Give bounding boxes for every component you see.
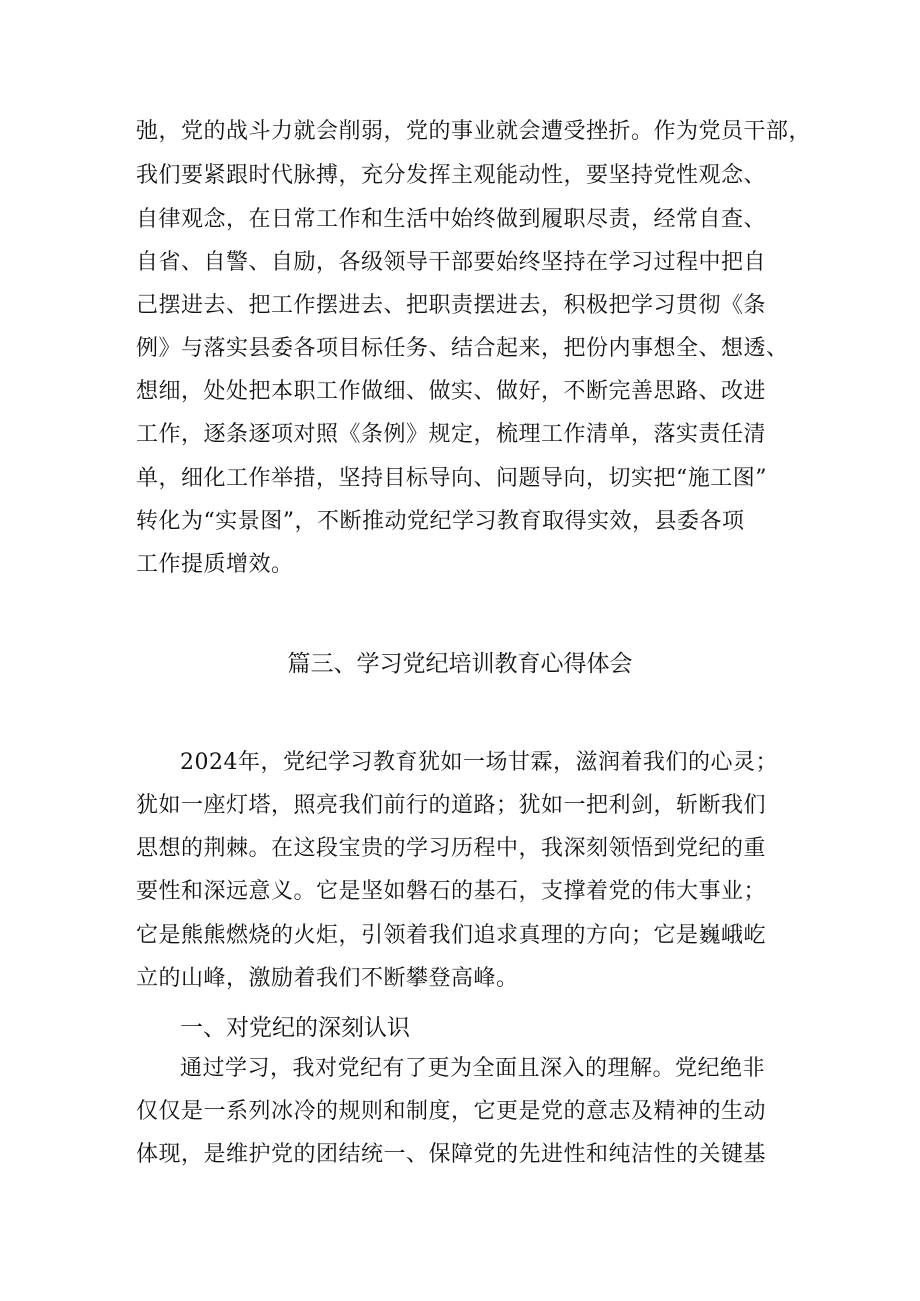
paragraph-1-line: 例》与落实县委各项目标任务、结合起来，把份内事想全、想透、 bbox=[136, 336, 789, 361]
paragraph-1-line: 弛，党的战斗力就会削弱，党的事业就会遭受挫折。作为党员干部， bbox=[136, 119, 812, 144]
section-title: 篇三、学习党纪培训教育心得体会 bbox=[287, 651, 633, 677]
paragraph-2-line: 思想的荆棘。在这段宝贵的学习历程中，我深刻领悟到党纪的重 bbox=[136, 836, 767, 861]
paragraph-2-line: 它是熊熊燃烧的火炬，引领着我们追求真理的方向；它是巍峨屹 bbox=[136, 923, 767, 948]
subsection-title: 一、对党纪的深刻认识 bbox=[180, 1015, 410, 1041]
paragraph-1-line: 想细，处处把本职工作做细、做实、做好，不断完善思路、改进 bbox=[136, 379, 767, 404]
paragraph-1-line: 己摆进去、把工作摆进去、把职责摆进去，积极把学习贯彻《条 bbox=[136, 293, 767, 318]
paragraph-1-line: 我们要紧跟时代脉搏，充分发挥主观能动性，要坚持党性观念、 bbox=[136, 163, 767, 188]
paragraph-3-line: 体现，是维护党的团结统一、保障党的先进性和纯洁性的关键基 bbox=[136, 1142, 767, 1167]
paragraph-1-line: 转化为“实景图”，不断推动党纪学习教育取得实效，县委各项 bbox=[136, 509, 745, 534]
paragraph-3-line: 仅仅是一系列冰冷的规则和制度，它更是党的意志及精神的生动 bbox=[136, 1099, 767, 1124]
paragraph-2-line: 要性和深远意义。它是坚如磐石的基石，支撑着党的伟大事业； bbox=[136, 879, 767, 904]
paragraph-1-line: 单，细化工作举措，坚持目标导向、问题导向，切实把“施工图” bbox=[136, 466, 767, 491]
paragraph-2-line: 立的山峰，激励着我们不断攀登高峰。 bbox=[136, 966, 519, 991]
paragraph-1-line: 工作提质增效。 bbox=[136, 552, 294, 577]
paragraph-2-line: 犹如一座灯塔，照亮我们前行的道路；犹如一把利剑，斩断我们 bbox=[136, 793, 767, 818]
paragraph-1-line: 自律观念，在日常工作和生活中始终做到履职尽责，经常自查、 bbox=[136, 207, 767, 232]
paragraph-3-line: 通过学习，我对党纪有了更为全面且深入的理解。党纪绝非 bbox=[180, 1056, 766, 1081]
paragraph-1-line: 工作，逐条逐项对照《条例》规定，梳理工作清单，落实责任清 bbox=[136, 422, 767, 447]
paragraph-2-line: 2024年，党纪学习教育犹如一场甘霖，滋润着我们的心灵； bbox=[180, 750, 778, 775]
paragraph-1-line: 自省、自警、自励，各级领导干部要始终坚持在学习过程中把自 bbox=[136, 250, 767, 275]
